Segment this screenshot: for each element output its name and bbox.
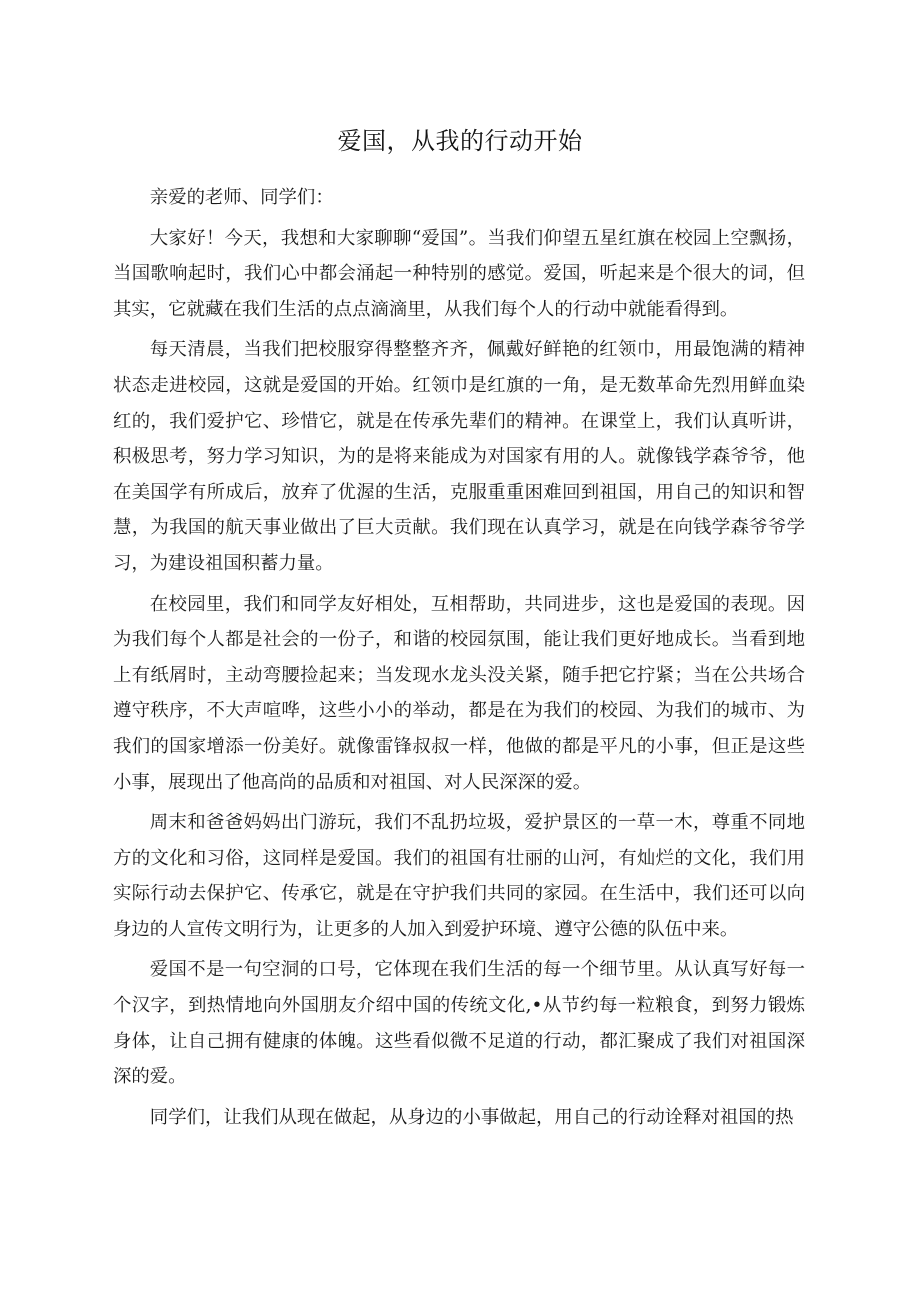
document-title: 爱国，从我的行动开始 — [337, 127, 583, 155]
body-paragraph: 每天清晨，当我们把校服穿得整整齐齐，佩戴好鲜艳的红领巾，用最饱满的精神状态走进校园，这就是爱国的开始。红领巾是红旗的一角，是无数革命先烈用鲜血染红的，我们爱护它、珍惜它，就是在传承先辈们的精神。在课堂上，我们认真听讲，积极思考，努力学习知识，为的是将来能成为对国家有用的人。就像钱学森爷爷，他在美国学有所成后，放弃了优渥的生活，克服重重困难回到祖国，用自己的知识和智慧，为我国的航天事业做出了巨大贡献。我们现在认真学习，就是在向钱学森爷爷学习，为建设祖国积蓄力量。 — [113, 339, 805, 574]
body-paragraph: 在校园里，我们和同学友好相处，互相帮助，共同进步，这也是爱国的表现。因为我们每个人都是社会的一份子，和谐的校园氛围，能让我们更好地成长。当看到地上有纸屑时，主动弯腰捡起来；当发现水龙头没关紧，随手把它拧紧；当在公共场合遵守秩序，不大声喧哗，这些小小的举动，都是在为我们的校园、为我们的城市、为我们的国家增添一份美好。就像雷锋叔叔一样，他做的都是平凡的小事，但正是这些小事，展现出了他高尚的品质和对祖国、对人民深深的爱。 — [113, 593, 805, 793]
body-paragraph: 同学们，让我们从现在做起，从身边的小事做起，用自己的行动诠释对祖国的热 — [149, 1106, 794, 1128]
body-paragraph: 爱国不是一句空洞的口号，它体现在我们生活的每一个细节里。从认真写好每一个汉字，到热情地向外国朋友介绍中国的传统文化,•从节约每一粒粮食，到努力锻炼身体，让自己拥有健康的体魄。这些看似微不足道的行动，都汇聚成了我们对祖国深深的爱。 — [113, 959, 805, 1088]
greeting-paragraph: 亲爱的老师、同学们： — [149, 187, 334, 208]
document-body — [113, 180, 805, 1140]
body-paragraph: 周末和爸爸妈妈出门游玩，我们不乱扔垃圾，爱护景区的一草一木，尊重不同地方的文化和习俗，这同样是爱国。我们的祖国有壮丽的山河，有灿烂的文化，我们用实际行动去保护它、传承它，就是在守护我们共同的家园。在生活中，我们还可以向身边的人宣传文明行为，让更多的人加入到爱护环境、遵守公德的队伍中来。 — [113, 812, 805, 940]
body-paragraph: 大家好！今天，我想和大家聊聊“爱国”。当我们仰望五星红旗在校园上空飘扬，当国歌响起时，我们心中都会涌起一种特别的感觉。爱国，听起来是个很大的词，但其实，它就藏在我们生活的点点滴滴里，从我们每个人的行动中就能看得到。 — [113, 227, 805, 320]
